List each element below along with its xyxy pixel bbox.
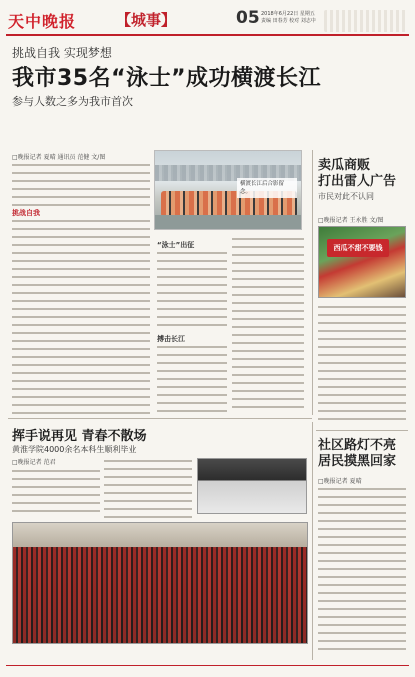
graduation-photo-small [197, 458, 307, 514]
sidebar-bottom-body [318, 486, 406, 656]
page-bottom-rule [6, 665, 409, 666]
sidebar-top-byline: □晚报记者 王永胜 文/图 [318, 217, 384, 224]
lead-body-col-1 [12, 162, 150, 206]
sidebar-bottom-title: 社区路灯不亮 居民摸黑回家 [318, 438, 397, 469]
lead-headline: 我市35名“泳士”成功横渡长江 [12, 66, 322, 91]
subtitle-crossing: 搏击长江 [157, 335, 185, 343]
section-label: 【城事】 [116, 11, 177, 29]
section-rule [8, 418, 312, 419]
sidebar-bottom-byline: □晚报记者 夏晴 [318, 478, 362, 485]
sidebar-photo [318, 226, 406, 298]
photo-stage [13, 523, 307, 547]
column-rule-bottom [312, 422, 313, 660]
sidebar-top-title: 卖瓜商贩 打出雷人广告 [318, 158, 397, 189]
date-line: 2018年6月22日 星期五 责编 田春芳 校对 刘志中 [261, 11, 316, 24]
sidebar-top-subtitle: 市民对此不认同 [318, 192, 374, 201]
lead-body-col-2b [157, 344, 227, 412]
masthead [6, 6, 409, 36]
lead-body-col-2a [157, 250, 227, 330]
column-rule [312, 150, 313, 415]
masthead-decoration [324, 10, 408, 32]
lead-body-col-1b [12, 218, 150, 414]
bottom-subhead: 黄淮学院4000余名本科生顺利毕业 [12, 445, 137, 454]
photo-graduates [13, 547, 307, 644]
sidebar-top-body [318, 304, 406, 426]
bottom-body-col-1 [12, 468, 100, 518]
bottom-headline: 挥手说再见 青春不散场 [12, 429, 147, 444]
newspaper-logo: 天中晚报 [8, 12, 77, 31]
subtitle-departure: “泳士”出征 [157, 241, 195, 249]
lead-kicker: 挑战自我 实现梦想 [12, 46, 112, 60]
lead-body-col-3a [232, 236, 304, 412]
graduation-photo-large [12, 522, 308, 644]
lead-subhead: 参与人数之多为我市首次 [12, 95, 133, 108]
page-number: 05 [236, 8, 260, 28]
sidebar-photo-banner: 西瓜不甜不要钱 [327, 239, 389, 257]
bottom-body-col-2 [104, 458, 192, 518]
sidebar-rule [316, 430, 408, 431]
bottom-byline: □晚报记者 范君 [12, 459, 56, 466]
photo-caption: 横渡长江后合影留念。 [237, 178, 297, 198]
subtitle-challenge: 挑战自我 [12, 209, 40, 217]
lead-byline: □晚报记者 夏晴 通讯员 范健 文/图 [12, 154, 106, 161]
photo-water [155, 215, 301, 229]
